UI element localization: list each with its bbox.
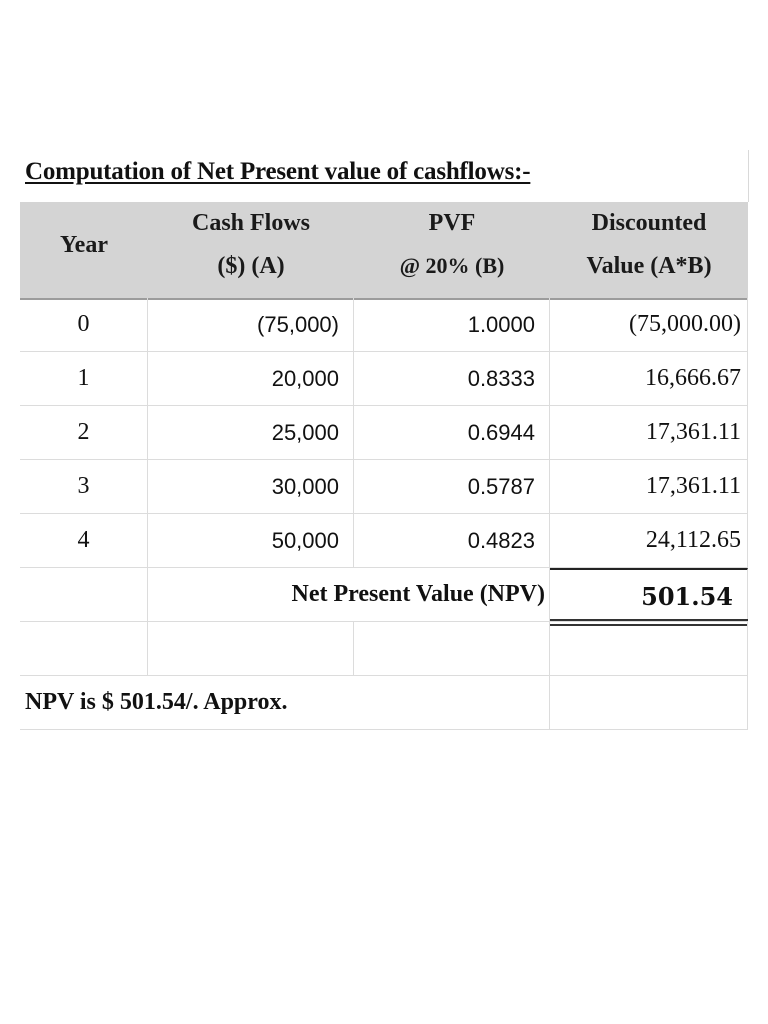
cell-pvf: 0.5787 [354,460,550,513]
table-header [20,202,748,300]
header-discounted-line2: Value (A*B) [586,253,712,279]
npv-empty-cell [20,568,148,621]
cell-discounted: 17,361.11 [550,406,748,459]
header-discounted [550,210,748,280]
cell-discounted: (75,000.00) [550,298,748,351]
header-cash-flows-line2: ($) (A) [217,253,285,279]
cell-pvf: 1.0000 [354,298,550,351]
cell-year: 3 [20,460,148,513]
empty-cell [148,622,354,675]
npv-value: 501.54 [550,568,748,621]
header-cash-flows-line1: Cash Flows [191,210,311,236]
empty-row [20,622,748,676]
empty-cell [354,622,550,675]
cell-pvf: 0.4823 [354,514,550,567]
cell-pvf: 0.8333 [354,352,550,405]
npv-label: Net Present Value (NPV) [148,568,550,621]
header-year [20,232,148,259]
header-cash-flows [148,210,354,280]
empty-cell [550,622,748,675]
cell-discounted: 17,361.11 [550,460,748,513]
cell-year: 2 [20,406,148,459]
note-row [20,676,748,730]
table-row [20,298,748,352]
header-pvf [354,210,550,279]
cell-cash-flow: 25,000 [148,406,354,459]
cell-year: 0 [20,298,148,351]
npv-row [20,568,748,622]
cell-cash-flow: 30,000 [148,460,354,513]
title-row [20,150,749,202]
column-divider [549,676,550,729]
cell-discounted: 16,666.67 [550,352,748,405]
spreadsheet [20,150,748,722]
cell-pvf: 0.6944 [354,406,550,459]
cell-cash-flow: 50,000 [148,514,354,567]
npv-note: NPV is $ 501.54/. Approx. [25,689,288,715]
cell-year: 1 [20,352,148,405]
table-row [20,460,748,514]
table-row [20,352,748,406]
cell-discounted: 24,112.65 [550,514,748,567]
table-body [20,298,748,730]
cell-year: 4 [20,514,148,567]
table-row [20,406,748,460]
page-title: Computation of Net Present value of cashflows:- [25,158,531,185]
header-pvf-line2: @ 20% (B) [399,253,505,278]
cell-cash-flow: 20,000 [148,352,354,405]
column-divider [747,676,748,729]
header-discounted-line1: Discounted [591,210,707,236]
empty-cell [20,622,148,675]
table-row [20,514,748,568]
header-year-label: Year [60,232,108,258]
cell-cash-flow: (75,000) [148,298,354,351]
header-pvf-line1: PVF [428,210,476,236]
